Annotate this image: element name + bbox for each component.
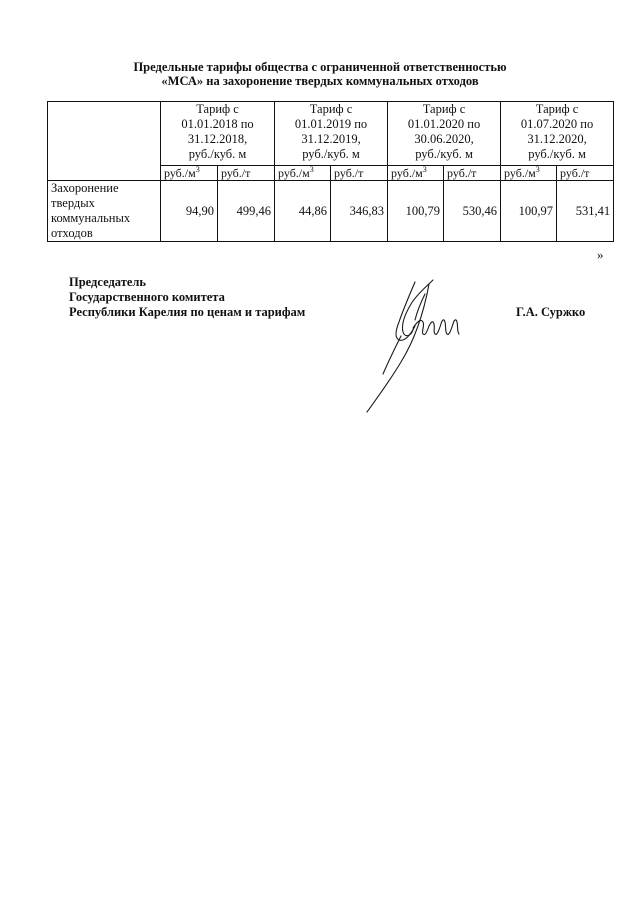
closing-quote: »	[597, 247, 604, 262]
period-header-text: Тариф с	[196, 102, 239, 116]
tariff-value-cell: 499,46	[218, 181, 275, 242]
period-header-text: 01.01.2018 по	[181, 117, 254, 131]
period-header-text: Тариф с	[535, 102, 579, 116]
row-label-cell	[48, 181, 161, 242]
unit-t-header: руб./т	[557, 166, 614, 181]
period-header-text: 01.01.2019 по	[294, 117, 368, 131]
document-title-line-2: «МСА» на захоронение твердых коммунальных отходов	[161, 74, 479, 88]
unit-t-header: руб./т	[218, 166, 275, 181]
tariff-value-cell: 94,90	[161, 181, 218, 242]
unit-t-header: руб./т	[444, 166, 501, 181]
tariff-value-cell: 100,97	[501, 181, 557, 242]
period-header-text: руб./куб. м	[188, 147, 247, 161]
handwritten-signature	[355, 276, 465, 416]
tariff-table	[47, 101, 614, 242]
unit-m3-header: $руб./м^3$	[388, 166, 444, 181]
signatory-title-line: Государственного комитета	[69, 290, 225, 304]
tariff-value-cell: 531,41	[557, 181, 614, 242]
unit-t-header: руб./т	[331, 166, 388, 181]
period-header-text: 01.07.2020 по	[520, 117, 594, 131]
tariff-value-cell: 44,86	[275, 181, 331, 242]
period-header-text: 30.06.2020,	[414, 132, 474, 146]
row-label-text: коммунальных	[51, 211, 131, 225]
corner-header-cell	[48, 102, 161, 181]
signatory-title-line: Республики Карелия по ценам и тарифам	[69, 305, 306, 319]
table-header-row	[48, 102, 614, 166]
signatory-title-line: Председатель	[69, 275, 147, 289]
unit-m3-header: $руб./м^3$	[501, 166, 557, 181]
unit-m3-header: $руб./м^3$	[161, 166, 218, 181]
period-header-text: 31.12.2018,	[187, 132, 248, 146]
row-label-text: отходов	[51, 226, 93, 240]
signatory-name: Г.А. Суржко	[516, 305, 586, 319]
period-header-text: 31.12.2019,	[301, 132, 361, 146]
period-header	[161, 102, 275, 166]
tariff-value-cell: 100,79	[388, 181, 444, 242]
period-header-text: 31.12.2020,	[527, 132, 587, 146]
row-label-text: твердых	[51, 196, 95, 210]
table-row	[48, 181, 614, 242]
period-header	[275, 102, 388, 166]
period-header-text: руб./куб. м	[302, 147, 360, 161]
period-header-text: руб./куб. м	[528, 147, 586, 161]
period-header-text: 01.01.2020 по	[407, 117, 481, 131]
tariff-value-cell: 530,46	[444, 181, 501, 242]
period-header-text: Тариф с	[422, 102, 466, 116]
document-title-line-1: Предельные тарифы общества с ограниченной ответственностью	[133, 60, 507, 74]
tariff-value-cell: 346,83	[331, 181, 388, 242]
period-header	[388, 102, 501, 166]
unit-m3-header: $руб./м^3$	[275, 166, 331, 181]
period-header-text: Тариф с	[309, 102, 353, 116]
signatory-title	[69, 275, 305, 320]
period-header	[501, 102, 614, 166]
row-label-text: Захоронение	[51, 181, 119, 195]
period-header-text: руб./куб. м	[415, 147, 473, 161]
